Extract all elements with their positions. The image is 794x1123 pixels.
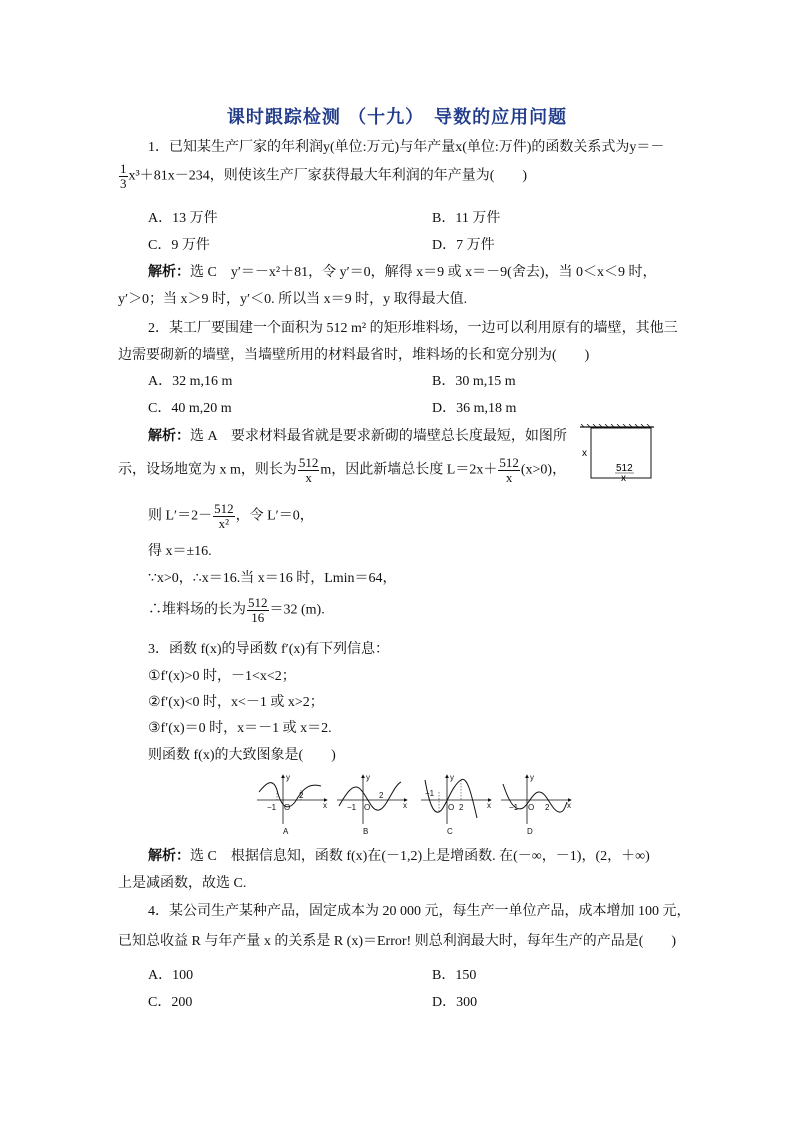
q3-condition-2: ②f′(x)<0 时，x<－1 或 x>2； <box>148 695 324 710</box>
graph-c <box>421 773 491 836</box>
graph-d-label: D <box>527 827 533 836</box>
q2-solution-line2: 示，设场地宽为 x m，则长为 $\frac{512}{x}$ m，因此新墙总长度 L＝2x＋ $\frac{512}{x}$ (x>0)， <box>118 455 567 485</box>
fig-side-label: x <box>582 448 587 459</box>
svg-text:O: O <box>528 803 535 812</box>
svg-text:−1: −1 <box>425 789 435 798</box>
q4-stem-line2: 已知总收益 R 与年产量 x 的关系是 R (x)＝Error! 则总利润最大时，每年生产的产品是( ) <box>118 934 677 949</box>
q4-option-c: C．200 <box>148 995 193 1010</box>
svg-text:y: y <box>450 773 454 782</box>
graph-a-label: A <box>283 827 289 836</box>
q1-solution-line2: y′＞0；当 x＞9 时，y′＜0. 所以当 x＝9 时，y 取得最大值. <box>118 292 468 307</box>
svg-text:2: 2 <box>299 791 304 800</box>
q2-solution-line5: ∵x>0，∴x＝16.当 x＝16 时，Lmin＝64， <box>148 571 397 586</box>
q1-solution-line1: 解析：选 C y′＝－x²＋81，令 y′＝0，解得 x＝9 或 x＝－9(舍去)，当 0＜x＜9 时， <box>148 265 657 280</box>
q4-option-b: B．150 <box>432 968 477 983</box>
q4-option-d: D．300 <box>432 995 478 1010</box>
q1-stem-line2: $\frac{1}{3}$ x³＋81x－234，则使该生产厂家获得最大年利润的年产量为( ) <box>120 161 528 191</box>
page-title: 课时跟踪检测 （十九） 导数的应用问题 <box>226 107 568 128</box>
q2-option-a: A．32 m,16 m <box>148 374 233 389</box>
q2-wall-figure <box>578 424 658 486</box>
q2-stem-line1: 2．某工厂要围建一个面积为 512 m² 的矩形堆料场，一边可以利用原有的墙壁，其他三 <box>148 321 678 336</box>
q2-solution-line3: 则 L′＝2－ $\frac{512}{\text{x²}}$ ，令 L′＝0， <box>148 501 314 531</box>
svg-text:y: y <box>530 773 534 782</box>
svg-text:2: 2 <box>459 803 464 812</box>
q3-condition-3: ③f′(x)＝0 时，x＝－1 或 x＝2. <box>148 721 332 736</box>
graph-c-label: C <box>447 827 453 836</box>
svg-text:−1: −1 <box>347 803 357 812</box>
svg-text:O: O <box>448 803 455 812</box>
q1-option-d: D．7 万件 <box>432 238 495 253</box>
q2-option-c: C．40 m,20 m <box>148 401 232 416</box>
q3-stem-line1: 3．函数 f(x)的导函数 f′(x)有下列信息： <box>148 642 390 657</box>
svg-text:O: O <box>364 803 371 812</box>
q1-stem-line1: 1．已知某生产厂家的年利润y(单位:万元)与年产量x(单位:万件)的函数关系式为y＝－ <box>148 140 665 155</box>
svg-text:x: x <box>487 801 491 810</box>
q4-stem-line1: 4．某公司生产某种产品，固定成本为 20 000 元，每生产一单位产品，成本增加 100 元， <box>148 904 691 919</box>
svg-text:−1: −1 <box>267 803 277 812</box>
q2-solution-line4: 得 x＝±16. <box>148 544 212 559</box>
q3-solution-line1: 解析：选 C 根据信息知，函数 f(x)在(－1,2)上是增函数. 在(－∞，－1)，(2，＋∞) <box>148 849 650 864</box>
q1-option-a: A．13 万件 <box>148 211 218 226</box>
q1-fraction: $\frac{1}{3}$ <box>120 161 127 191</box>
graph-b <box>337 773 407 836</box>
q4-option-a: A．100 <box>148 968 194 983</box>
svg-text:y: y <box>286 773 290 782</box>
graph-a <box>257 773 327 836</box>
q1-option-c: C．9 万件 <box>148 238 210 253</box>
svg-text:−1: −1 <box>509 803 519 812</box>
q3-graphs <box>255 772 575 838</box>
q2-solution-line1: 解析：选 A 要求材料最省就是要求新砌的墙壁总长度最短，如图所 <box>148 429 567 444</box>
q2-option-d: D．36 m,18 m <box>432 401 517 416</box>
svg-text:O: O <box>284 803 291 812</box>
fig-bottom-label: x <box>621 473 626 484</box>
svg-text:2: 2 <box>379 791 384 800</box>
q3-stem-line2: 则函数 f(x)的大致图象是( ) <box>148 748 336 763</box>
svg-text:x: x <box>323 801 327 810</box>
svg-text:2: 2 <box>545 803 550 812</box>
svg-text:y: y <box>366 773 370 782</box>
svg-text:x: x <box>403 801 407 810</box>
q2-stem-line2: 边需要砌新的墙壁，当墙壁所用的材料最省时，堆料场的长和宽分别为( ) <box>118 348 590 363</box>
graph-b-label: B <box>363 827 369 836</box>
svg-text:x: x <box>567 801 571 810</box>
q3-solution-line2: 上是减函数，故选 C. <box>118 876 247 891</box>
q2-solution-line6: ∴堆料场的长为 $\frac{512}{16}$ ＝32 (m). <box>148 595 325 625</box>
graph-d <box>501 773 571 836</box>
q1-option-b: B．11 万件 <box>432 211 501 226</box>
fig-512-label: 512 <box>616 463 633 474</box>
q2-option-b: B．30 m,15 m <box>432 374 516 389</box>
q3-condition-1: ①f′(x)>0 时，－1<x<2； <box>148 669 296 684</box>
